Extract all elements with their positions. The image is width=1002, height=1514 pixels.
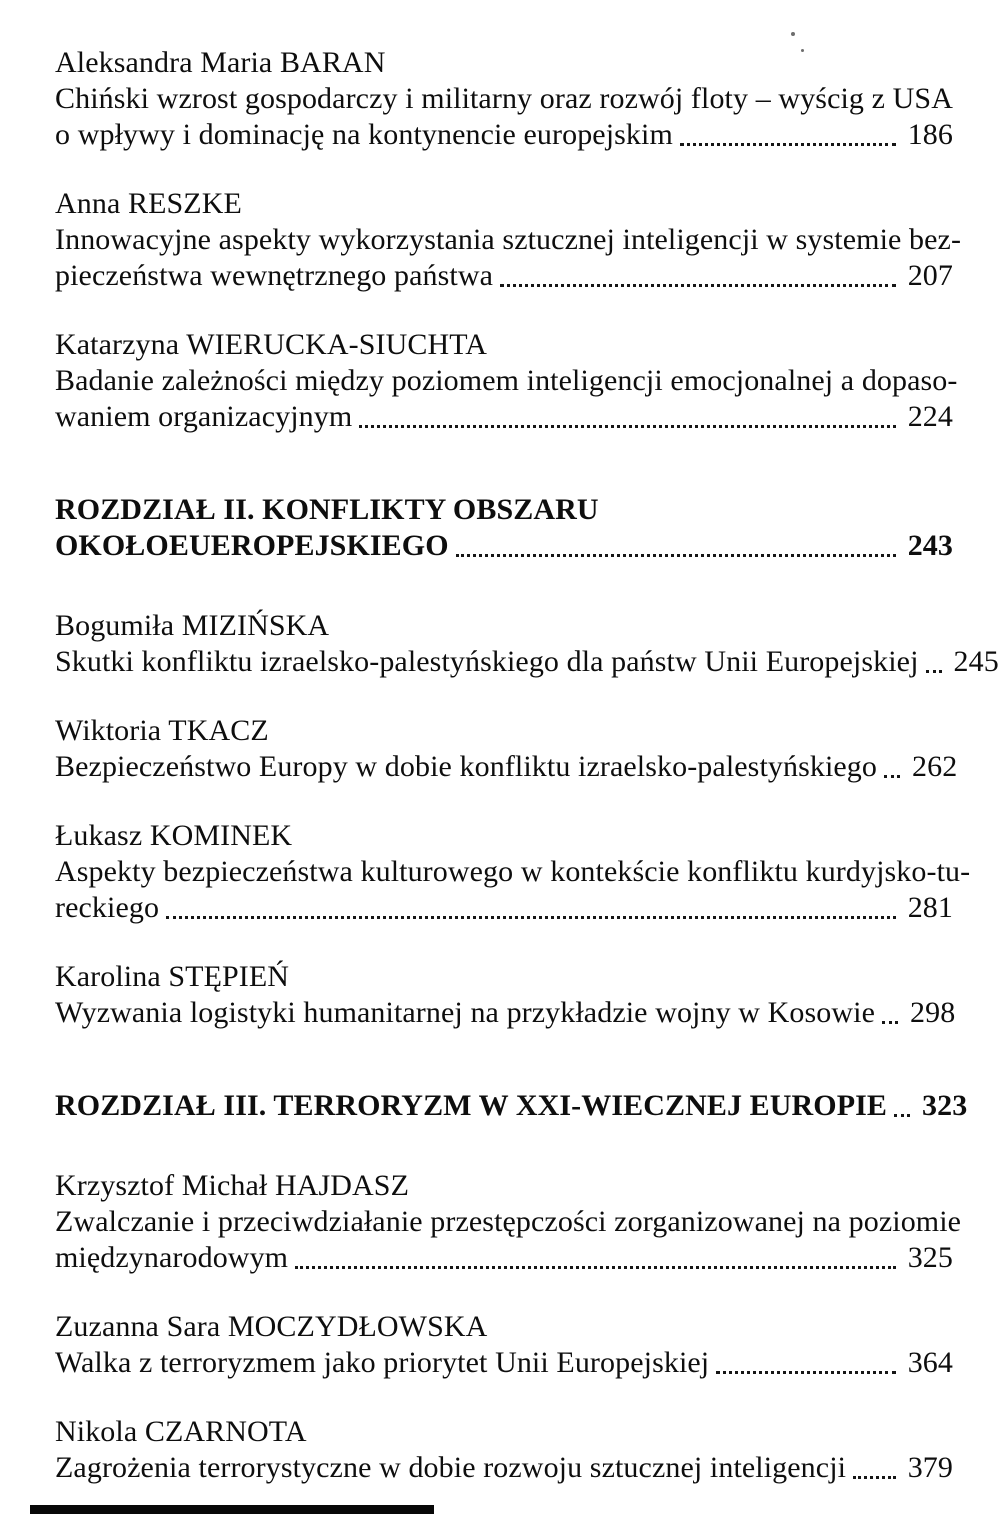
entry-last-line (55, 399, 953, 435)
dot-leader (295, 1266, 896, 1269)
toc-entry (55, 959, 956, 1031)
toc-entry (55, 45, 953, 153)
entry-title-text: OKOŁOEUEROPEJSKIEGO (55, 529, 449, 562)
entry-last-line (55, 258, 953, 294)
entry-title-text: pieczeństwa wewnętrznego państwa (55, 259, 494, 292)
entry-last-line (55, 995, 956, 1031)
scan-artifact-bar (30, 1505, 434, 1514)
toc-entry (55, 608, 999, 680)
entry-title-text: reckiego (55, 891, 160, 924)
page-number: 207 (907, 259, 953, 292)
entry-title-text: Bezpieczeństwo Europy w dobie konfliktu izraelsko-palestyńskiego (55, 750, 878, 783)
scan-noise-dot (801, 49, 804, 52)
toc-entry (55, 1309, 953, 1381)
page-number: 224 (907, 400, 953, 433)
entry-author: Zuzanna Sara MOCZYDŁOWSKA (55, 1310, 488, 1343)
dot-leader (166, 916, 896, 919)
entry-title-line: Innowacyjne aspekty wykorzystania sztucznej inteligencji w systemie bez- (55, 223, 962, 256)
dot-leader (680, 143, 896, 146)
dot-leader (500, 284, 896, 287)
entry-title-text: o wpływy i dominację na kontynencie europejskim (55, 118, 673, 151)
entry-title-text: Wyzwania logistyki humanitarnej na przykładzie wojny w Kosowie (55, 996, 876, 1029)
dot-leader (853, 1476, 896, 1479)
dot-leader (894, 1114, 910, 1117)
toc-entry (55, 1168, 962, 1276)
toc-entry (55, 818, 971, 926)
page-number: 298 (910, 996, 956, 1029)
toc-entry (55, 492, 953, 564)
dot-leader (884, 775, 900, 778)
entry-author: Katarzyna WIERUCKA-SIUCHTA (55, 328, 488, 361)
entry-author: Łukasz KOMINEK (55, 819, 293, 852)
entry-last-line (55, 1240, 953, 1276)
dot-leader (716, 1371, 895, 1374)
entry-last-line (55, 528, 953, 564)
page-number: 186 (907, 118, 953, 151)
entry-author: Aleksandra Maria BARAN (55, 46, 386, 79)
toc-entry (55, 327, 958, 435)
entry-title-text: międzynarodowym (55, 1241, 289, 1274)
entry-title-text: Skutki konfliktu izraelsko-palestyńskiego dla państw Unii Europejskiej (55, 645, 919, 678)
entry-title-text: Walka z terroryzmem jako priorytet Unii Europejskiej (55, 1346, 710, 1379)
scan-noise-dot (791, 32, 795, 36)
page-number: 323 (922, 1089, 968, 1122)
page-number: 379 (907, 1451, 953, 1484)
page-number: 243 (907, 529, 953, 562)
entry-title-line: Badanie zależności między poziomem inteligencji emocjonalnej a dopaso- (55, 364, 958, 397)
toc-entry (55, 1088, 968, 1124)
entry-author: Karolina STĘPIEŃ (55, 960, 290, 993)
page-number: 325 (907, 1241, 953, 1274)
entry-author: Wiktoria TKACZ (55, 714, 269, 747)
toc-list (55, 45, 999, 1486)
page-number: 262 (912, 750, 958, 783)
page-number: 364 (907, 1346, 953, 1379)
entry-author: Nikola CZARNOTA (55, 1415, 307, 1448)
entry-title-line: Zwalczanie i przeciwdziałanie przestępczości zorganizowanej na poziomie (55, 1205, 962, 1238)
entry-last-line (55, 117, 953, 153)
entry-last-line (55, 1088, 968, 1124)
entry-title-text: Zagrożenia terrorystyczne w dobie rozwoju sztucznej inteligencji (55, 1451, 847, 1484)
page-number: 245 (953, 645, 999, 678)
entry-last-line (55, 1345, 953, 1381)
toc-entry (55, 713, 958, 785)
toc-entry (55, 186, 962, 294)
dot-leader (456, 554, 896, 557)
entry-author: Krzysztof Michał HAJDASZ (55, 1169, 410, 1202)
dot-leader (359, 425, 895, 428)
entry-title-text: waniem organizacyjnym (55, 400, 353, 433)
dot-leader (926, 670, 942, 673)
toc-entry (55, 1414, 953, 1486)
entry-title-line: Chiński wzrost gospodarczy i militarny oraz rozwój floty – wyścig z USA (55, 82, 953, 115)
entry-author: Bogumiła MIZIŃSKA (55, 609, 330, 642)
entry-last-line (55, 1450, 953, 1486)
entry-author: Anna RESZKE (55, 187, 242, 220)
entry-last-line (55, 890, 953, 926)
entry-title-line: ROZDZIAŁ II. KONFLIKTY OBSZARU (55, 493, 599, 526)
entry-title-line: Aspekty bezpieczeństwa kulturowego w kontekście konfliktu kurdyjsko-tu- (55, 855, 971, 888)
entry-title-text: ROZDZIAŁ III. TERRORYZM W XXI-WIECZNEJ EUROPIE (55, 1089, 888, 1122)
page-number: 281 (907, 891, 953, 924)
entry-last-line (55, 749, 958, 785)
dot-leader (882, 1021, 898, 1024)
entry-last-line (55, 644, 999, 680)
